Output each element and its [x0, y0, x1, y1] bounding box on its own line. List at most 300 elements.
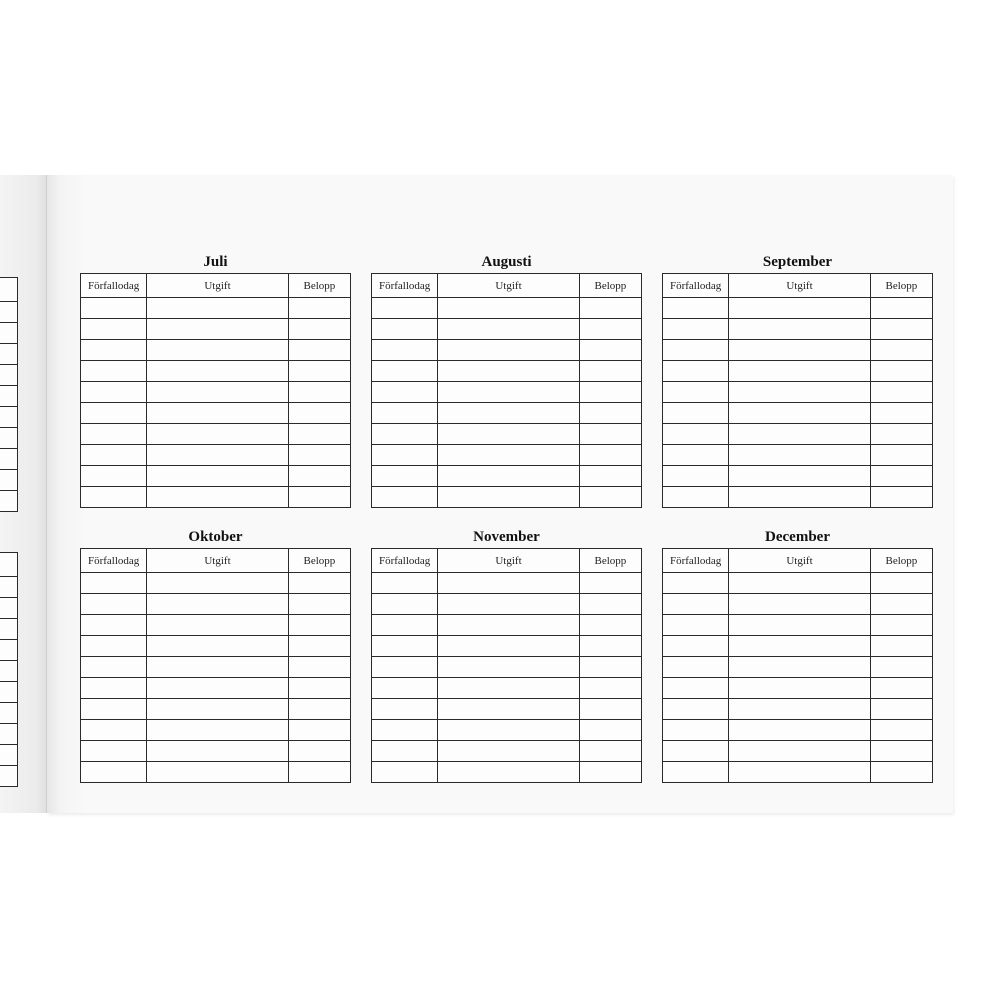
table-row — [372, 487, 642, 508]
due-date-cell[interactable] — [81, 424, 147, 445]
table-row — [0, 449, 18, 470]
due-date-cell[interactable] — [663, 403, 729, 424]
table-row — [663, 636, 933, 657]
amount-cell[interactable] — [870, 487, 932, 508]
table-row — [0, 428, 18, 449]
header-row — [81, 274, 351, 298]
amount-cell[interactable] — [870, 594, 932, 615]
col-header-expense: Utgift — [147, 549, 289, 573]
table-row — [663, 445, 933, 466]
month-ledger-4 — [80, 526, 351, 783]
col-header-due-date: Förfallodag — [372, 274, 438, 298]
expense-cell[interactable] — [729, 699, 871, 720]
expense-cell[interactable] — [729, 657, 871, 678]
amount-cell[interactable] — [870, 403, 932, 424]
table-row — [81, 594, 351, 615]
expense-cell[interactable] — [438, 466, 580, 487]
expense-cell[interactable] — [147, 720, 289, 741]
due-date-cell[interactable] — [372, 319, 438, 340]
table-row — [0, 661, 18, 682]
table-row — [663, 720, 933, 741]
table-row — [663, 403, 933, 424]
due-date-cell[interactable] — [663, 657, 729, 678]
amount-cell[interactable] — [579, 657, 641, 678]
table-row — [81, 720, 351, 741]
expense-cell[interactable] — [147, 445, 289, 466]
expense-cell[interactable] — [147, 594, 289, 615]
table-row — [663, 382, 933, 403]
amount-cell[interactable] — [870, 382, 932, 403]
amount-cell[interactable] — [579, 403, 641, 424]
amount-cell[interactable] — [870, 361, 932, 382]
table-row — [81, 361, 351, 382]
table-row — [0, 344, 18, 365]
table-row — [81, 403, 351, 424]
amount-cell[interactable] — [579, 762, 641, 783]
header-row — [372, 549, 642, 573]
due-date-cell[interactable] — [663, 573, 729, 594]
table-row — [663, 361, 933, 382]
amount-cell[interactable] — [579, 487, 641, 508]
expense-cell[interactable] — [729, 424, 871, 445]
due-date-cell[interactable] — [81, 657, 147, 678]
due-date-cell[interactable] — [663, 361, 729, 382]
amount-cell[interactable] — [579, 319, 641, 340]
amount-cell[interactable] — [579, 741, 641, 762]
col-header-amount: Belopp — [288, 549, 350, 573]
due-date-cell[interactable] — [372, 615, 438, 636]
due-date-cell[interactable] — [372, 340, 438, 361]
due-date-cell[interactable] — [663, 340, 729, 361]
amount-cell[interactable] — [579, 636, 641, 657]
amount-cell[interactable] — [579, 298, 641, 319]
due-date-cell[interactable] — [81, 573, 147, 594]
header-row — [372, 274, 642, 298]
due-date-cell[interactable] — [81, 615, 147, 636]
due-date-cell[interactable] — [81, 382, 147, 403]
ledger-table — [371, 273, 642, 508]
expense-cell[interactable] — [147, 699, 289, 720]
table-row — [372, 382, 642, 403]
expense-cell[interactable] — [729, 573, 871, 594]
table-row — [0, 682, 18, 703]
due-date-cell[interactable] — [372, 678, 438, 699]
col-header-due-date: Förfallodag — [663, 549, 729, 573]
due-date-cell[interactable] — [663, 382, 729, 403]
expense-cell[interactable] — [729, 340, 871, 361]
table-row — [81, 762, 351, 783]
table-row — [372, 594, 642, 615]
due-date-cell[interactable] — [663, 678, 729, 699]
due-date-cell[interactable] — [663, 319, 729, 340]
amount-cell[interactable] — [579, 445, 641, 466]
table-row — [0, 470, 18, 491]
table-row — [372, 403, 642, 424]
table-row — [0, 724, 18, 745]
amount-cell[interactable] — [288, 298, 350, 319]
due-date-cell[interactable] — [663, 466, 729, 487]
expense-cell[interactable] — [729, 298, 871, 319]
table-row — [663, 699, 933, 720]
month-ledger-6 — [662, 526, 933, 783]
expense-cell[interactable] — [438, 340, 580, 361]
amount-cell[interactable] — [870, 573, 932, 594]
expense-cell[interactable] — [729, 445, 871, 466]
due-date-cell[interactable] — [81, 403, 147, 424]
amount-cell[interactable] — [870, 319, 932, 340]
table-row — [0, 386, 18, 407]
due-date-cell[interactable] — [372, 403, 438, 424]
col-header-due-date: Förfallodag — [372, 549, 438, 573]
amount-cell[interactable] — [288, 678, 350, 699]
amount-cell[interactable] — [579, 720, 641, 741]
expense-cell[interactable] — [438, 403, 580, 424]
table-row — [81, 615, 351, 636]
due-date-cell[interactable] — [81, 678, 147, 699]
expense-cell[interactable] — [147, 762, 289, 783]
expense-cell[interactable] — [729, 403, 871, 424]
table-row — [372, 741, 642, 762]
due-date-cell[interactable] — [372, 636, 438, 657]
amount-cell[interactable] — [870, 636, 932, 657]
amount-cell[interactable] — [288, 720, 350, 741]
expense-cell[interactable] — [729, 720, 871, 741]
table-row — [81, 573, 351, 594]
table-row — [0, 491, 18, 512]
expense-cell[interactable] — [147, 741, 289, 762]
table-row — [372, 699, 642, 720]
expense-cell[interactable] — [729, 678, 871, 699]
ledger-table — [371, 548, 642, 783]
amount-cell[interactable] — [870, 466, 932, 487]
due-date-cell[interactable] — [81, 741, 147, 762]
amount-cell[interactable] — [288, 361, 350, 382]
month-title: September — [762, 254, 833, 270]
expense-cell[interactable] — [729, 487, 871, 508]
amount-cell — [0, 598, 18, 619]
month-title: Augusti — [481, 254, 532, 270]
table-row — [372, 298, 642, 319]
table-row — [81, 466, 351, 487]
table-row — [81, 424, 351, 445]
amount-cell — [0, 449, 18, 470]
table-row — [81, 678, 351, 699]
expense-cell[interactable] — [438, 741, 580, 762]
left-page — [0, 175, 52, 813]
header-row — [663, 274, 933, 298]
amount-cell[interactable] — [870, 657, 932, 678]
amount-cell[interactable] — [288, 573, 350, 594]
amount-cell — [0, 302, 18, 323]
table-row — [372, 678, 642, 699]
due-date-cell[interactable] — [663, 594, 729, 615]
due-date-cell[interactable] — [81, 340, 147, 361]
expense-cell[interactable] — [438, 361, 580, 382]
expense-cell[interactable] — [438, 319, 580, 340]
expense-cell[interactable] — [438, 424, 580, 445]
amount-cell[interactable] — [870, 762, 932, 783]
amount-cell[interactable] — [288, 445, 350, 466]
due-date-cell[interactable] — [663, 741, 729, 762]
amount-cell[interactable] — [288, 657, 350, 678]
due-date-cell[interactable] — [372, 361, 438, 382]
amount-cell[interactable] — [288, 615, 350, 636]
expense-cell[interactable] — [438, 445, 580, 466]
amount-cell[interactable] — [288, 762, 350, 783]
table-row — [372, 319, 642, 340]
expense-cell[interactable] — [147, 298, 289, 319]
due-date-cell[interactable] — [372, 487, 438, 508]
expense-cell[interactable] — [729, 319, 871, 340]
due-date-cell[interactable] — [372, 382, 438, 403]
col-header-due-date: Förfallodag — [81, 274, 147, 298]
due-date-cell[interactable] — [372, 466, 438, 487]
expense-cell[interactable] — [147, 487, 289, 508]
table-row — [663, 466, 933, 487]
table-row — [81, 741, 351, 762]
amount-cell — [0, 766, 18, 787]
due-date-cell[interactable] — [372, 762, 438, 783]
amount-cell[interactable] — [288, 636, 350, 657]
table-row — [372, 720, 642, 741]
header-row — [0, 278, 18, 302]
col-header-fragment — [0, 278, 18, 302]
due-date-cell[interactable] — [372, 573, 438, 594]
amount-cell — [0, 407, 18, 428]
amount-cell[interactable] — [579, 573, 641, 594]
expense-cell[interactable] — [438, 382, 580, 403]
amount-cell[interactable] — [579, 699, 641, 720]
expense-cell[interactable] — [147, 382, 289, 403]
amount-cell — [0, 703, 18, 724]
due-date-cell[interactable] — [372, 720, 438, 741]
table-row — [0, 407, 18, 428]
due-date-cell[interactable] — [663, 762, 729, 783]
expense-cell[interactable] — [729, 615, 871, 636]
month-ledger-5 — [371, 526, 642, 783]
due-date-cell[interactable] — [372, 298, 438, 319]
table-row — [81, 340, 351, 361]
expense-cell[interactable] — [147, 319, 289, 340]
amount-cell[interactable] — [870, 741, 932, 762]
col-header-expense: Utgift — [729, 549, 871, 573]
due-date-cell[interactable] — [81, 594, 147, 615]
expense-cell[interactable] — [147, 657, 289, 678]
table-row — [0, 577, 18, 598]
amount-cell[interactable] — [579, 678, 641, 699]
amount-cell[interactable] — [288, 403, 350, 424]
expense-cell[interactable] — [147, 573, 289, 594]
due-date-cell[interactable] — [81, 487, 147, 508]
expense-cell[interactable] — [147, 636, 289, 657]
table-row — [663, 424, 933, 445]
col-header-fragment — [0, 553, 18, 577]
table-row — [372, 762, 642, 783]
ledger-table — [662, 548, 933, 783]
amount-cell — [0, 661, 18, 682]
col-header-amount: Belopp — [288, 274, 350, 298]
expense-cell[interactable] — [438, 594, 580, 615]
table-row — [0, 598, 18, 619]
due-date-cell[interactable] — [663, 424, 729, 445]
due-date-cell[interactable] — [81, 445, 147, 466]
due-date-cell[interactable] — [372, 445, 438, 466]
amount-cell — [0, 428, 18, 449]
table-row — [0, 766, 18, 787]
expense-cell[interactable] — [147, 424, 289, 445]
due-date-cell[interactable] — [663, 298, 729, 319]
table-row — [372, 615, 642, 636]
month-title: Oktober — [188, 529, 243, 545]
expense-cell[interactable] — [147, 678, 289, 699]
due-date-cell[interactable] — [372, 594, 438, 615]
table-row — [663, 741, 933, 762]
amount-cell[interactable] — [870, 298, 932, 319]
amount-cell — [0, 470, 18, 491]
table-row — [0, 323, 18, 344]
expense-cell[interactable] — [147, 466, 289, 487]
col-header-amount: Belopp — [870, 549, 932, 573]
due-date-cell[interactable] — [372, 699, 438, 720]
col-header-due-date: Förfallodag — [81, 549, 147, 573]
table-row — [663, 319, 933, 340]
amount-cell[interactable] — [288, 741, 350, 762]
amount-cell[interactable] — [870, 424, 932, 445]
amount-cell — [0, 344, 18, 365]
amount-cell[interactable] — [579, 382, 641, 403]
amount-cell[interactable] — [288, 319, 350, 340]
table-row — [372, 657, 642, 678]
month-ledger-2 — [371, 251, 642, 508]
due-date-cell[interactable] — [663, 699, 729, 720]
table-row — [0, 365, 18, 386]
amount-cell[interactable] — [870, 699, 932, 720]
due-date-cell[interactable] — [81, 762, 147, 783]
expense-cell[interactable] — [438, 636, 580, 657]
due-date-cell[interactable] — [81, 319, 147, 340]
amount-cell[interactable] — [579, 466, 641, 487]
table-row — [372, 445, 642, 466]
amount-cell[interactable] — [288, 424, 350, 445]
table-row — [663, 615, 933, 636]
amount-cell[interactable] — [579, 424, 641, 445]
expense-cell[interactable] — [438, 573, 580, 594]
table-row — [372, 466, 642, 487]
due-date-cell[interactable] — [372, 741, 438, 762]
expense-cell[interactable] — [438, 657, 580, 678]
expense-cell[interactable] — [729, 741, 871, 762]
expense-cell[interactable] — [438, 298, 580, 319]
table-row — [0, 619, 18, 640]
table-row — [663, 657, 933, 678]
due-date-cell[interactable] — [372, 424, 438, 445]
amount-cell[interactable] — [288, 340, 350, 361]
table-row — [81, 319, 351, 340]
amount-cell — [0, 323, 18, 344]
due-date-cell[interactable] — [81, 720, 147, 741]
amount-cell[interactable] — [870, 445, 932, 466]
amount-cell[interactable] — [579, 340, 641, 361]
table-row — [0, 745, 18, 766]
expense-cell[interactable] — [729, 762, 871, 783]
header-row — [663, 549, 933, 573]
expense-cell[interactable] — [729, 466, 871, 487]
month-title: Juli — [203, 254, 228, 270]
header-row — [81, 549, 351, 573]
amount-cell — [0, 745, 18, 766]
table-row — [372, 636, 642, 657]
expense-cell[interactable] — [147, 403, 289, 424]
expense-cell[interactable] — [438, 720, 580, 741]
due-date-cell[interactable] — [81, 298, 147, 319]
amount-cell — [0, 724, 18, 745]
month-ledger-3 — [662, 251, 933, 508]
amount-cell[interactable] — [288, 382, 350, 403]
expense-cell[interactable] — [438, 678, 580, 699]
due-date-cell[interactable] — [663, 487, 729, 508]
amount-cell[interactable] — [579, 615, 641, 636]
expense-cell[interactable] — [438, 615, 580, 636]
expense-cell[interactable] — [438, 762, 580, 783]
col-header-due-date: Förfallodag — [663, 274, 729, 298]
amount-cell[interactable] — [870, 678, 932, 699]
expense-cell[interactable] — [729, 382, 871, 403]
expense-cell[interactable] — [438, 487, 580, 508]
month-title: December — [765, 529, 830, 545]
expense-cell[interactable] — [729, 636, 871, 657]
table-row — [0, 640, 18, 661]
amount-cell[interactable] — [288, 699, 350, 720]
due-date-cell[interactable] — [372, 657, 438, 678]
table-row — [0, 703, 18, 724]
due-date-cell[interactable] — [81, 361, 147, 382]
due-date-cell[interactable] — [81, 636, 147, 657]
due-date-cell[interactable] — [663, 615, 729, 636]
amount-cell[interactable] — [288, 466, 350, 487]
ledger-table — [80, 273, 351, 508]
amount-cell[interactable] — [870, 615, 932, 636]
expense-cell[interactable] — [147, 361, 289, 382]
due-date-cell[interactable] — [663, 445, 729, 466]
left-page-table-top — [0, 277, 18, 512]
ledger-table — [662, 273, 933, 508]
amount-cell — [0, 491, 18, 512]
amount-cell[interactable] — [579, 594, 641, 615]
col-header-amount: Belopp — [579, 274, 641, 298]
col-header-amount: Belopp — [579, 549, 641, 573]
amount-cell[interactable] — [870, 720, 932, 741]
amount-cell[interactable] — [288, 594, 350, 615]
table-row — [81, 699, 351, 720]
header-row — [0, 553, 18, 577]
amount-cell[interactable] — [870, 340, 932, 361]
expense-cell[interactable] — [438, 699, 580, 720]
amount-cell — [0, 386, 18, 407]
due-date-cell[interactable] — [81, 699, 147, 720]
amount-cell — [0, 619, 18, 640]
expense-cell[interactable] — [147, 615, 289, 636]
amount-cell — [0, 640, 18, 661]
amount-cell[interactable] — [579, 361, 641, 382]
amount-cell[interactable] — [288, 487, 350, 508]
expense-cell[interactable] — [729, 594, 871, 615]
due-date-cell[interactable] — [81, 466, 147, 487]
amount-cell — [0, 682, 18, 703]
due-date-cell[interactable] — [663, 636, 729, 657]
expense-cell[interactable] — [147, 340, 289, 361]
due-date-cell[interactable] — [663, 720, 729, 741]
expense-cell[interactable] — [729, 361, 871, 382]
